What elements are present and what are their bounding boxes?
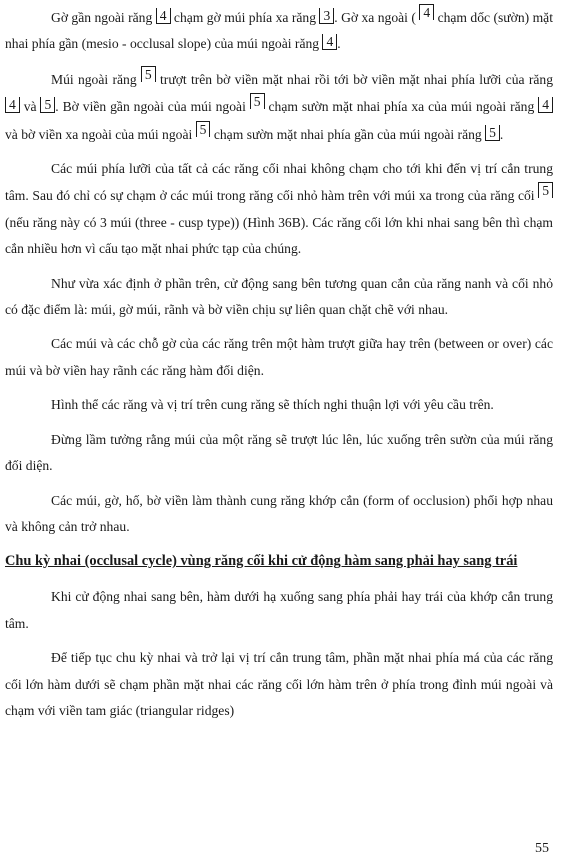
tooth-number-mark: 5: [485, 125, 500, 141]
tooth-number-mark: 4: [419, 4, 434, 20]
text-run: Đừng lầm tưởng rằng múi của một răng sẽ trượt lúc lên, lúc xuống trên sườn của múi răng đối diện.: [5, 431, 553, 474]
paragraph: [5, 331, 553, 384]
text-run: Múi ngoài răng: [51, 71, 141, 87]
page-number: 55: [535, 841, 549, 856]
text-run: chạm sườn mặt nhai phía gần của múi ngoài răng: [210, 126, 486, 142]
paragraph: [5, 584, 553, 637]
tooth-number-mark: 5: [40, 97, 55, 113]
paragraph: [5, 66, 553, 148]
text-run: .: [337, 36, 341, 52]
text-run: chạm sườn mặt nhai phía xa của múi ngoài răng: [264, 99, 539, 115]
paragraph: [5, 645, 553, 724]
tooth-number-mark: 5: [141, 66, 156, 82]
text-run: Như vừa xác định ở phần trên, cử động sang bên tương quan cắn của răng nanh và cối nhỏ có đặc điểm là: múi, gờ múi, rãnh và bờ viền chịu sự liên quan chặt chẽ với nhau.: [5, 275, 553, 318]
paragraph: [5, 271, 553, 324]
text-run: chạm gờ múi phía xa răng: [170, 10, 320, 25]
text-run: . Gờ xa ngoài (: [334, 10, 420, 25]
text-run: Gờ gần ngoài răng: [51, 10, 156, 25]
document-page: [5, 4, 553, 732]
text-run: Khi cử động nhai sang bên, hàm dưới hạ xuống sang phía phải hay trái của khớp cắn trung tâm.: [5, 589, 553, 631]
section-heading: Chu kỳ nhai (occlusal cycle) vùng răng cối khi cử động hàm sang phải hay sang trái: [5, 553, 518, 570]
text-run: Các múi, gờ, hố, bờ viền làm thành cung răng khớp cắn (form of occlusion) phối hợp nhau và không cản trở nhau.: [5, 492, 553, 534]
text-run: chạm dốc (sườn) mặt nhai phía gần (mesio - occlusal slope) của múi ngoài răng: [5, 10, 553, 52]
tooth-number-mark: 4: [538, 97, 553, 113]
paragraph: [5, 392, 553, 418]
text-run: trượt trên bờ viền mặt nhai rồi tới bờ viền mặt nhai phía lưỡi của răng: [155, 71, 553, 87]
body-text-section-2: [5, 584, 553, 724]
tooth-number-mark: 5: [196, 121, 211, 137]
tooth-number-mark: 4: [322, 34, 337, 50]
text-run: Để tiếp tục chu kỳ nhai và trở lại vị trí cắn trung tâm, phần mặt nhai phía má của các răng cối lớn hàm dưới sẽ chạm phần mặt nhai các răng cối lớn hàm trên ở phía trong đỉnh múi ngoài và chạm với viền tam giác (triangular ridges): [5, 650, 553, 718]
text-run: .: [499, 126, 504, 142]
text-run: và: [19, 99, 41, 115]
text-run: và bờ viền xa ngoài của múi ngoài: [5, 126, 196, 142]
text-run: Các múi phía lưỡi của tất cả các răng cối nhai không chạm cho tới khi đến vị trí cắn trung tâm. Sau đó chỉ có sự chạm ở các múi trong răng cối nhỏ hàm trên với múi xa trong của răng cối: [5, 161, 553, 204]
tooth-number-mark: 4: [156, 8, 171, 24]
paragraph: [5, 488, 553, 541]
text-run: Các múi và các chỗ gờ của các răng trên một hàm trượt giữa hay trên (between or over) các múi và bờ viền hay rãnh các răng hàm đối diện.: [5, 336, 553, 378]
paragraph: [5, 156, 553, 263]
text-run: (nếu răng này có 3 múi (three - cusp type)) (Hình 36B). Các răng cối lớn khi nhai sang bên thì chạm cắn nhiều hơn vì cấu tạo mặt nhai phức tạp của chúng.: [5, 214, 553, 257]
tooth-number-mark: 5: [250, 93, 265, 109]
tooth-number-mark: 4: [5, 97, 20, 113]
paragraph: [5, 427, 553, 480]
body-text-section: [5, 4, 553, 540]
tooth-number-mark: 3: [319, 8, 334, 24]
tooth-number-mark: 5: [538, 182, 553, 198]
paragraph: [5, 4, 553, 58]
text-run: . Bờ viền gần ngoài của múi ngoài: [55, 99, 250, 115]
text-run: Hình thể các răng và vị trí trên cung răng sẽ thích nghi thuận lợi với yêu cầu trên.: [51, 397, 494, 413]
